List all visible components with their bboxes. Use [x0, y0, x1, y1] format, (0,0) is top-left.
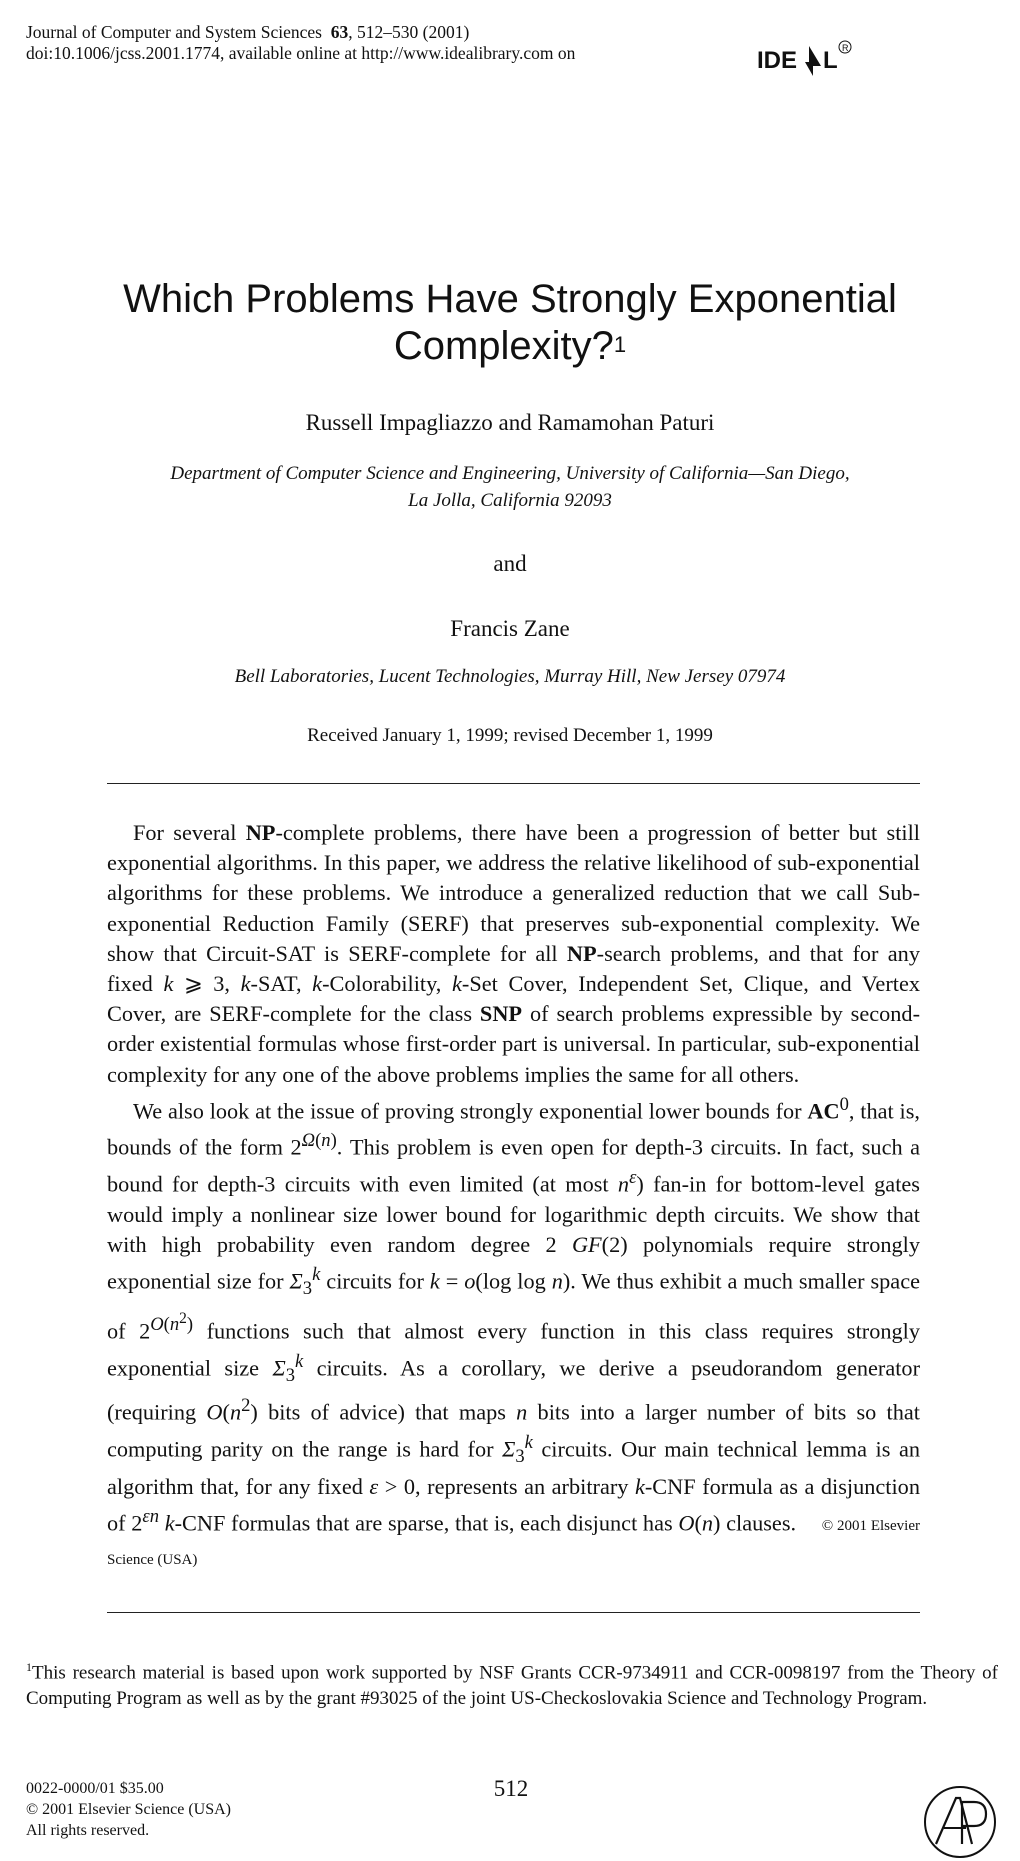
- abstract-top-rule: [107, 783, 920, 784]
- doi-line: doi:10.1006/jcss.2001.1774, available online at http://www.idealibrary.com on: [26, 43, 576, 63]
- abstract: [107, 818, 920, 1575]
- issn-price: 0022-0000/01 $35.00: [26, 1780, 164, 1797]
- author-conjunction: and: [493, 551, 527, 576]
- svg-text:IDE: IDE: [757, 47, 798, 74]
- bottom-copyright: © 2001 Elsevier Science (USA): [26, 1801, 231, 1818]
- affiliation-bell-labs: Bell Laboratories, Lucent Technologies, Murray Hill, New Jersey 07974: [234, 666, 786, 687]
- footnote-text: This research material is based upon work supported by NSF Grants CCR-9734911 and CCR-0098197 from the Theory of Computing Program as well as by the grant #93025 of the joint US-Checkoslovakia Science and Technology Program.: [26, 1662, 998, 1710]
- academic-press-logo: [922, 1784, 998, 1860]
- author-names: Russell Impagliazzo and Ramamohan Paturi: [305, 410, 715, 435]
- journal-volume: 63: [330, 22, 349, 42]
- page-number: 512: [493, 1776, 529, 1801]
- publication-info: [26, 1778, 231, 1841]
- received-dates: Received January 1, 1999; revised December 1, 1999: [307, 725, 713, 746]
- abstract-paragraph-2: We also look at the issue of proving strongly exponential lower bounds for $AC^0$, that is, bounds of the form $2^{\Omega(n)}$. This problem is even open for depth-3 circuits. In fact, such a bound for depth-3 circuits with even limited (at most $n^\varepsilon$) fan-in for bottom-level gates would imply a nonlinear size lower bound for logarithmic depth circuits. We show that with high probability even random degree 2 GF(2) polynomials require strongly exponential size for $\Sigma_3^k$ circuits for k = o(log log n). We thus exhibit a much smaller space of $2^{O(n^2)}$ functions such that almost every function in this class requires strongly exponential size $\Sigma_3^k$ circuits. As a corollary, we derive a pseudorandom generator (requiring $O(n^2)$ bits of advice) that maps n bits into a larger number of bits so that computing parity on the range is hard for $\Sigma_3^k$ circuits. Our main technical lemma is an algorithm that, for any fixed ε > 0, represents an arbitrary k-CNF formula as a disjunction of $2^{\varepsilon n}$ k-CNF formulas that are sparse, that is, each disjunct has O(n) clauses. © 2001 Elsevier Science (USA): [107, 1093, 921, 1568]
- title-footnote-mark: 1: [613, 332, 627, 357]
- abstract-copyright: © 2001 Elsevier Science (USA): [107, 1518, 920, 1568]
- ideal-logo: [757, 36, 853, 80]
- journal-header: [26, 22, 575, 64]
- paper-title: Which Problems Have Strongly Exponential Complexity?$^1$: [123, 277, 897, 368]
- journal-pages: , 512–530 (2001): [348, 22, 470, 42]
- abstract-paragraph-1: For several NP-complete problems, there have been a progression of better but still exponential algorithms. In this paper, we address the relative likelihood of sub-exponential algorithms for these problems. We introduce a generalized reduction that we call Sub-exponential Reduction Family (SERF) that preserves sub-exponential complexity. We show that Circuit-SAT is SERF-complete for all NP-search problems, and that for any fixed k ⩾ 3, k-SAT, k-Colorability, k-Set Cover, Independent Set, Clique, and Vertex Cover, are SERF-complete for the class SNP of search problems expressible by second-order existential formulas whose first-order part is universal. In particular, sub-exponential complexity for any one of the above problems implies the same for all others.: [107, 820, 920, 1087]
- footnote: [26, 1654, 998, 1712]
- abstract-bottom-rule: [107, 1612, 920, 1613]
- affiliation-ucsd: Department of Computer Science and Engineering, University of California—San Diego, La Jolla, California 92093: [170, 463, 850, 511]
- rights-reserved: All rights reserved.: [26, 1822, 150, 1839]
- author-name-zane: Francis Zane: [450, 616, 570, 641]
- footnote-mark: 1: [26, 1660, 32, 1674]
- svg-text:L: L: [823, 47, 838, 74]
- journal-citation: Journal of Computer and System Sciences 63, 512–530 (2001): [26, 22, 470, 42]
- svg-text:R: R: [842, 43, 849, 53]
